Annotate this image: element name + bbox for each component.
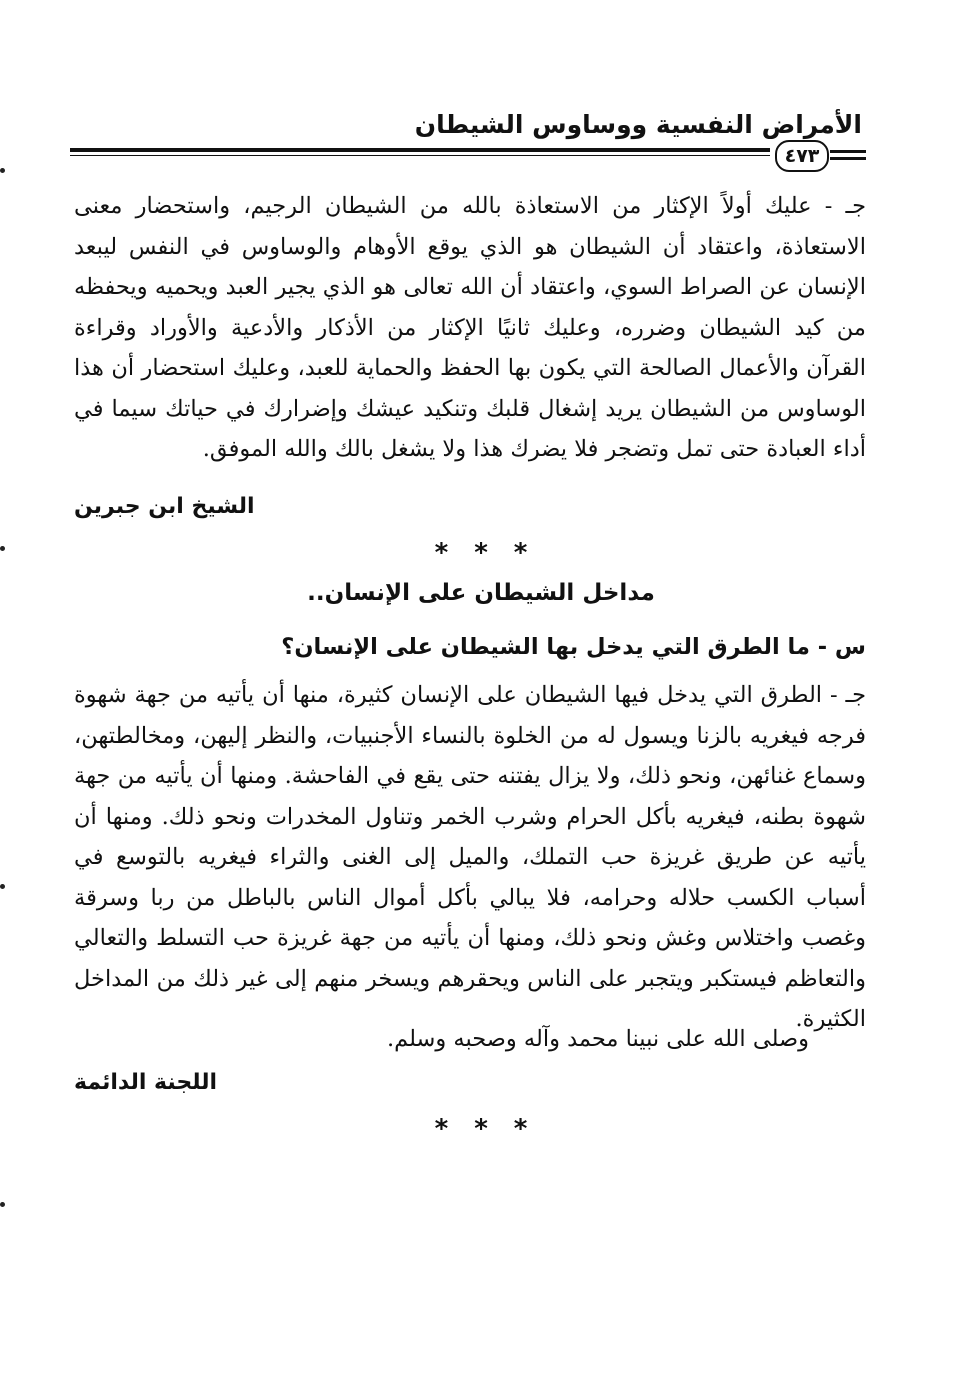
header-rule-thin xyxy=(70,155,770,156)
margin-mark xyxy=(0,168,5,173)
page-number: ٤٧٣ xyxy=(775,140,829,172)
separator-stars: *** xyxy=(434,1114,554,1144)
margin-mark xyxy=(0,884,5,889)
header-dash xyxy=(830,150,866,153)
answer-paragraph xyxy=(74,675,866,1040)
margin-mark xyxy=(0,1202,5,1207)
answer-text: جـ - الطرق التي يدخل فيها الشيطان على الإنسان كثيرة، منها أن يأتيه من جهة شهوة فرجه فيغريه بالزنا ويسول له من الخلوة بالنساء الأجنبيات، والنظر إليهن، ومخالطتهن، وسماع غنائهن، ونحو ذلك، ولا يزال يفتنه حتى يقع في الفاحشة. ومنها أن يأتيه من جهة شهوة بطنه، فيغريه بأكل الحرام وشرب الخمر وتناول المخدرات ونحو ذلك. ومنها أن يأتيه عن طريق غريزة حب التملك، والميل إلى الغنى والثراء فيغريه بالتوسع في أسباب الكسب حلاله وحرامه، فلا يبالي بأكل أموال الناس بالباطل من ربا وسرقة وغصب واختلاس وغش ونحو ذلك، ومنها أن يأتيه من جهة غريزة حب التسلط والتعالي والتعاظم فيستكبر ويتجبر على الناس ويحقرهم ويسخر منهم إلى غير ذلك من المداخل الكثيرة. xyxy=(74,682,866,1032)
answer-text: جـ - عليك أولاً الإكثار من الاستعاذة بالله من الشيطان الرجيم، واستحضار معنى الاستعاذة، واعتقاد أن الشيطان هو الذي يوقع الأوهام والوساوس في النفس ليبعد الإنسان عن الصراط السوي، واعتقاد أن الله تعالى هو الذي يجير العبد ويحميه ويحفظه من كيد الشيطان وضرره، وعليك ثانيًا الإكثار من الأذكار والأدعية والأوراد وقراءة القرآن والأعمال الصالحة التي يكون بها الحفظ والحماية للعبد، وعليك استحضار أن هذا الوساوس من الشيطان يريد إشغال قلبك وتنكيد عيشك وإضرارك في حياتك سيما في أداء العبادة حتى تمل وتضجر فلا يضرك هذا ولا يشغل بالك والله الموفق. xyxy=(74,193,866,462)
question-heading: س - ما الطرق التي يدخل بها الشيطان على الإنسان؟ xyxy=(281,634,866,660)
answer-paragraph xyxy=(74,186,866,470)
header-dash xyxy=(830,157,866,160)
running-title: الأمراض النفسية ووساوس الشيطان xyxy=(414,110,862,139)
separator-stars: *** xyxy=(434,538,554,568)
section-title: مداخل الشيطان على الإنسان.. xyxy=(307,580,655,606)
signature: اللجنة الدائمة xyxy=(74,1070,218,1095)
signature: الشيخ ابن جبرين xyxy=(74,494,255,519)
closing-prayer: وصلى الله على نبينا محمد وآله وصحبه وسلم. xyxy=(386,1026,809,1052)
header-rule xyxy=(70,148,770,152)
page-header xyxy=(70,100,866,180)
